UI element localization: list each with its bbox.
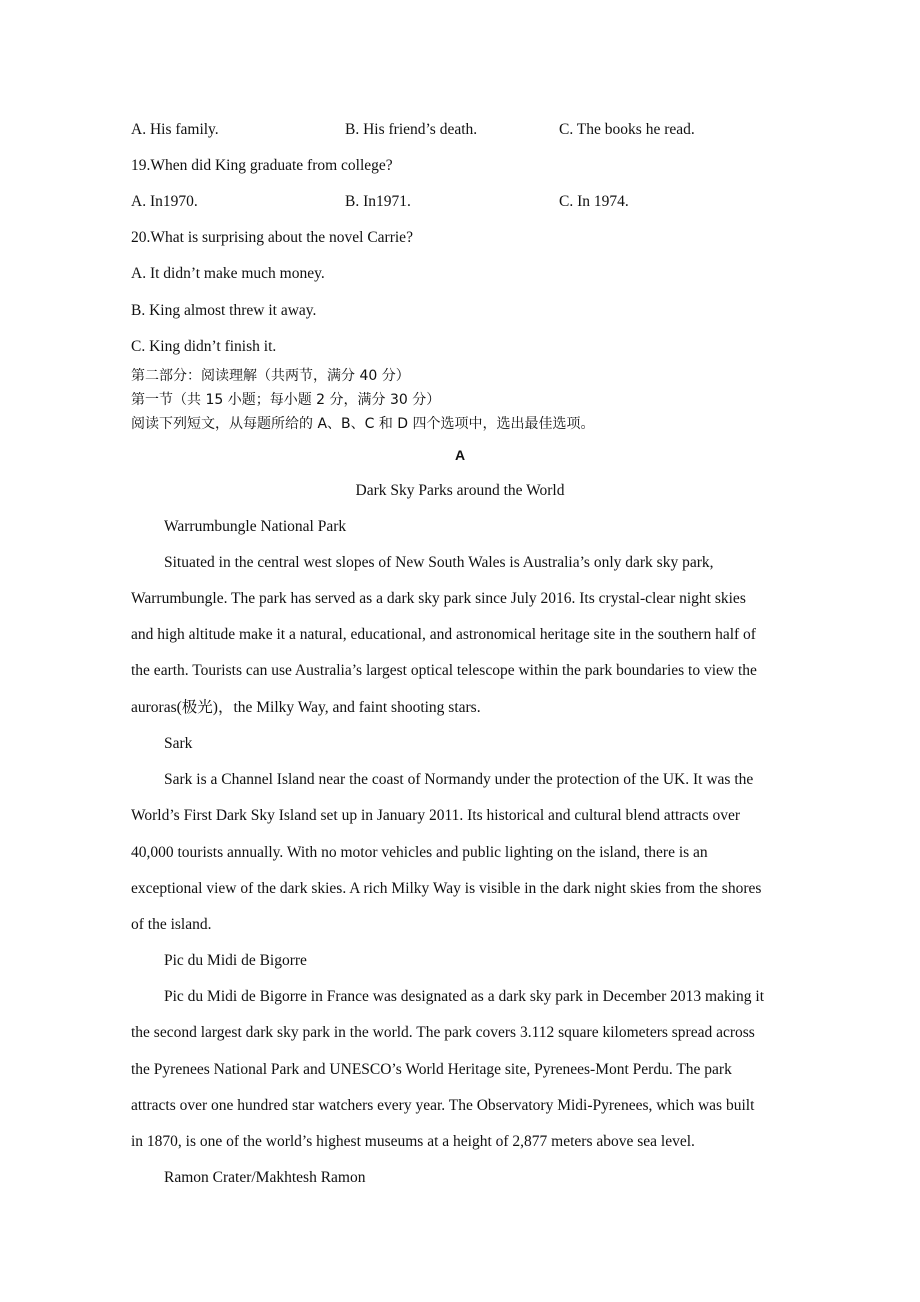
paragraph-line: Sark is a Channel Island near the coast of Normandy under the protection of the UK. It was the xyxy=(164,771,754,788)
passage-title: Dark Sky Parks around the World xyxy=(355,482,565,499)
paragraph-line: the earth. Tourists can use Australia’s largest optical telescope within the park boundaries to view the xyxy=(131,662,757,679)
q19-question: 19.When did King graduate from college? xyxy=(131,157,393,174)
q20-option-c: C. King didn’t finish it. xyxy=(131,338,277,355)
q20-question: 20.What is surprising about the novel Carrie? xyxy=(131,229,413,246)
section-heading: Warrumbungle National Park xyxy=(164,518,347,535)
paragraph-line: in 1870, is one of the world’s highest museums at a height of 2,877 meters above sea level. xyxy=(131,1133,695,1150)
q19-option-a: A. In1970. xyxy=(131,193,198,210)
section-heading: Pic du Midi de Bigorre xyxy=(164,952,307,969)
paragraph-line: 40,000 tourists annually. With no motor vehicles and public lighting on the island, there is an xyxy=(131,844,708,861)
paragraph-line: auroras(极光)，the Milky Way, and faint shooting stars. xyxy=(131,699,481,716)
paragraph-line: Situated in the central west slopes of New South Wales is Australia’s only dark sky park, xyxy=(164,554,714,571)
paragraph-line: Pic du Midi de Bigorre in France was designated as a dark sky park in December 2013 making it xyxy=(164,988,765,1005)
q19-option-c: C. In 1974. xyxy=(559,193,629,210)
paragraph-line: the second largest dark sky park in the world. The park covers 3.112 square kilometers spread across xyxy=(131,1024,755,1041)
paragraph-line: and high altitude make it a natural, educational, and astronomical heritage site in the southern half of xyxy=(131,626,756,643)
section1-heading: 第一节（共 15 小题；每小题 2 分，满分 30 分） xyxy=(131,392,441,408)
q19-option-b: B. In1971. xyxy=(345,193,411,210)
q18-option-a: A. His family. xyxy=(131,121,219,138)
section-heading: Sark xyxy=(164,735,193,752)
q18-option-b: B. His friend’s death. xyxy=(345,121,478,138)
paragraph-line: Warrumbungle. The park has served as a dark sky park since July 2016. Its crystal-clear night skies xyxy=(131,590,746,607)
instruction: 阅读下列短文，从每题所给的 A、B、C 和 D 四个选项中，选出最佳选项。 xyxy=(131,416,595,432)
part2-heading: 第二部分：阅读理解（共两节，满分 40 分） xyxy=(131,368,410,384)
paragraph-line: World’s First Dark Sky Island set up in January 2011. Its historical and cultural blend attracts over xyxy=(131,807,741,824)
passage-label: A xyxy=(454,447,466,463)
q20-option-b: B. King almost threw it away. xyxy=(131,302,317,319)
q20-option-a: A. It didn’t make much money. xyxy=(131,265,325,282)
section-heading: Ramon Crater/Makhtesh Ramon xyxy=(164,1169,366,1186)
q18-option-c: C. The books he read. xyxy=(559,121,695,138)
paragraph-line: attracts over one hundred star watchers every year. The Observatory Midi-Pyrenees, which was built xyxy=(131,1097,755,1114)
paragraph-line: the Pyrenees National Park and UNESCO’s World Heritage site, Pyrenees-Mont Perdu. The park xyxy=(131,1061,732,1078)
paragraph-line: exceptional view of the dark skies. A rich Milky Way is visible in the dark night skies from the shores xyxy=(131,880,762,897)
paragraph-line: of the island. xyxy=(131,916,212,933)
